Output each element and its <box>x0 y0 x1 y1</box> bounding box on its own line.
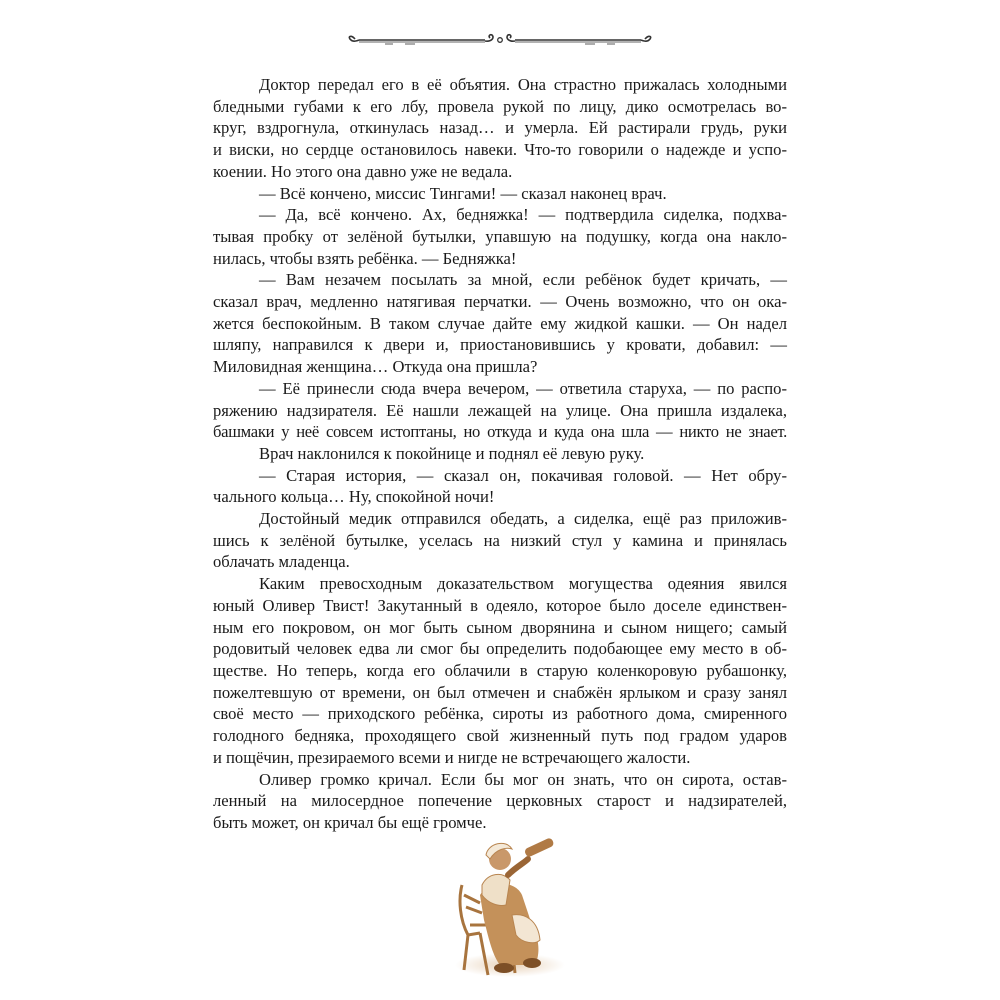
paragraph <box>213 769 787 834</box>
text-line: юный Оливер Твист! Закутанный в одеяло, которое было доселе единствен- <box>213 595 787 615</box>
text-line: шись к зелёной бутылке, уселась на низкий стул у камина и принялась <box>213 530 787 550</box>
text-line: круг, вздрогнула, откинулась назад… и умерла. Ей растирали грудь, руки <box>213 118 787 138</box>
text-line: и пощёчин, презираемого всеми и нигде не встречающего жалости. <box>213 747 691 767</box>
text-line: сказал врач, медленно натягивая перчатки. — Очень возможно, что он ока- <box>213 292 787 312</box>
paragraph <box>213 204 787 269</box>
divider-flourish-icon <box>345 30 655 48</box>
text-line: Достойный медик отправился обедать, а сиделка, ещё раз приложив- <box>259 509 787 529</box>
paragraph <box>213 508 787 573</box>
text-line: чального кольца… Ну, спокойной ночи! <box>213 487 495 507</box>
text-line: голодного бедняка, проходящего свой жизненный путь под градом ударов <box>213 726 787 746</box>
paragraph <box>213 465 787 508</box>
text-line: ным его покровом, он мог быть сыном дворянина и сыном нищего; самый <box>213 617 787 637</box>
paragraph <box>213 74 787 183</box>
text-line: — Всё кончено, миссис Тингами! — сказал наконец врач. <box>259 183 667 203</box>
text-line: нилась, чтобы взять ребёнка. — Бедняжка! <box>213 248 517 268</box>
text-line: — Старая история, — сказал он, покачивая головой. — Нет обру- <box>259 465 787 485</box>
text-line: жется беспокойным. В таком случае дайте ему жидкой кашки. — Он надел <box>213 313 787 333</box>
text-line: бледными губами к его лбу, провела рукой по лицу, дико осмотрелась во- <box>213 96 787 116</box>
text-line: Врач наклонился к покойнице и поднял её левую руку. <box>259 443 645 463</box>
text-line: ряжению надзирателя. Её нашли лежащей на улице. Она пришла издалека, <box>213 400 787 420</box>
paragraph <box>213 269 787 378</box>
text-line: Оливер громко кричал. Если бы мог он знать, что он сирота, остав- <box>259 769 787 789</box>
paragraph <box>213 573 787 768</box>
text-line: пожелтевшую от времени, он был отмечен и снабжён ярлыком и сразу занял <box>213 682 787 702</box>
book-page-text <box>213 74 787 834</box>
text-line: тывая пробку от зелёной бутылки, упавшую на подушку, когда она накло- <box>213 226 787 246</box>
paragraph <box>213 183 787 205</box>
text-line: родовитый человек едва ли смог бы определить подобающее ему место в об- <box>213 639 787 659</box>
text-line: шляпу, направился к двери и, приостановившись у кровати, добавил: — <box>213 335 787 355</box>
paragraph <box>213 443 787 465</box>
text-line: башмаки у неё совсем истоптаны, но откуда и куда она шла — никто не знает. <box>213 422 787 442</box>
text-line: Миловидная женщина… Откуда она пришла? <box>213 357 538 377</box>
text-line: облачать младенца. <box>213 552 350 572</box>
text-line: — Вам незачем посылать за мной, если ребёнок будет кричать, — <box>259 270 787 290</box>
nurse-drinking-illustration <box>440 825 570 985</box>
text-line: — Её принесли сюда вчера вечером, — ответила старуха, — по распо- <box>259 378 787 398</box>
text-line: Каким превосходным доказательством могущества одеяния явился <box>259 574 787 594</box>
text-line: быть может, он кричал бы ещё громче. <box>213 812 487 832</box>
text-line: ществе. Но теперь, когда его облачили в старую коленкоровую рубашонку, <box>213 660 787 680</box>
text-line: своё место — приходского ребёнка, сироты из работного дома, смиренного <box>213 704 787 724</box>
text-line: и виски, но сердце остановилось навеки. Что-то говорили о надежде и успо- <box>213 140 787 160</box>
text-line: ленный на милосердное попечение церковных старост и надзирателей, <box>213 791 787 811</box>
text-line: коении. Но этого она давно уже не ведала. <box>213 161 513 181</box>
text-line: Доктор передал его в её объятия. Она страстно прижалась холодными <box>259 75 787 94</box>
paragraph <box>213 378 787 443</box>
text-line: — Да, всё кончено. Ах, бедняжка! — подтвердила сиделка, подхва- <box>259 205 787 225</box>
